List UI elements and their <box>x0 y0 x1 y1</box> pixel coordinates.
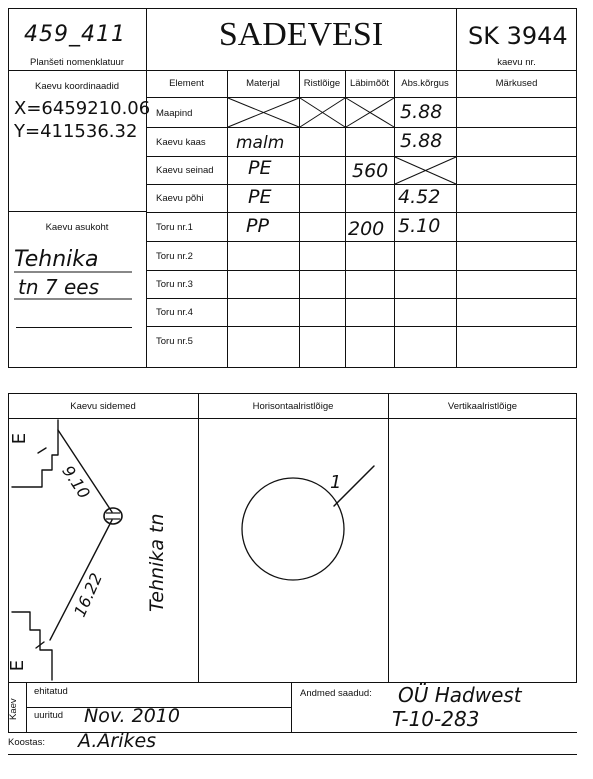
measured-value: Nov. 2010 <box>84 705 180 727</box>
measured-label: uuritud <box>34 710 64 721</box>
data-source-label: Andmed saadud: <box>300 688 372 699</box>
cell-pohi-material: PE <box>248 186 272 208</box>
coordinates-label: Kaevu koordinaadid <box>35 81 119 92</box>
author-label: Koostas: <box>8 737 45 748</box>
row-label-toru-3: Toru nr.3 <box>156 279 193 290</box>
cell-seinad-diameter: 560 <box>352 160 389 182</box>
panel-title-horizontal: Horisontaalristlõige <box>252 401 334 412</box>
data-source-company: OÜ Hadwest <box>398 683 522 707</box>
col-header-elevation: Abs.kõrgus <box>401 78 449 89</box>
built-label: ehitatud <box>34 686 68 697</box>
well-symbol <box>104 508 122 524</box>
author-value: A.Arikes <box>78 730 157 752</box>
cell-pohi-elevation: 4.52 <box>398 186 441 208</box>
cell-toru1-elevation: 5.10 <box>398 215 441 237</box>
cell-kaas-material: malm <box>236 133 285 153</box>
row-label-kaevu-kaas: Kaevu kaas <box>156 137 206 148</box>
corner-label-bottom: E <box>7 659 29 672</box>
distance-bottom-label: 16.22 <box>70 570 106 620</box>
location-line2: tn 7 ees <box>18 275 99 299</box>
row-label-maapind: Maapind <box>156 108 193 119</box>
row-label-toru-4: Toru nr.4 <box>156 307 193 318</box>
street-label: Tehnika tn <box>146 513 168 612</box>
coordinate-x: X=6459210.06 <box>14 98 151 119</box>
well-number: SK 3944 <box>468 22 568 50</box>
row-label-toru-5: Toru nr.5 <box>156 336 193 347</box>
plansheet-label: Planšeti nomenklatuur <box>30 57 124 68</box>
cell-toru1-material: PP <box>246 215 269 237</box>
row-label-toru-1: Toru nr.1 <box>156 222 193 233</box>
col-header-cross-section: Ristlõige <box>303 78 341 89</box>
horizontal-section-circle <box>242 478 344 580</box>
row-label-kaevu-pohi: Kaevu põhi <box>156 193 204 204</box>
col-header-notes: Märkused <box>495 78 538 89</box>
cell-toru1-diameter: 200 <box>348 218 385 240</box>
corner-label-top: E <box>9 432 31 445</box>
document-title: SADEVESI <box>218 16 384 53</box>
distance-top-label: 9.10 <box>58 462 94 503</box>
location-label: Kaevu asukoht <box>45 222 109 233</box>
panel-title-connections: Kaevu sidemed <box>70 401 136 412</box>
pipe-number-label: 1 <box>330 472 342 493</box>
row-label-kaevu-seinad: Kaevu seinad <box>156 165 214 176</box>
col-header-material: Materjal <box>246 78 280 89</box>
kaev-label: Kaev <box>8 698 19 720</box>
coordinate-y: Y=411536.32 <box>14 121 138 142</box>
panel-title-vertical: Vertikaalristlõige <box>447 401 518 412</box>
location-line1: Tehnika <box>14 247 99 272</box>
row-label-toru-2: Toru nr.2 <box>156 251 193 262</box>
cell-seinad-material: PE <box>248 157 272 179</box>
cell-maapind-elevation: 5.88 <box>400 101 443 123</box>
col-header-diameter: Läbimõõt <box>349 78 390 89</box>
plansheet-number: 459_411 <box>24 22 126 47</box>
well-number-label: kaevu nr. <box>497 57 536 68</box>
data-source-reference: T-10-283 <box>392 707 480 731</box>
col-header-element: Element <box>169 78 204 89</box>
cell-kaas-elevation: 5.88 <box>400 130 443 152</box>
